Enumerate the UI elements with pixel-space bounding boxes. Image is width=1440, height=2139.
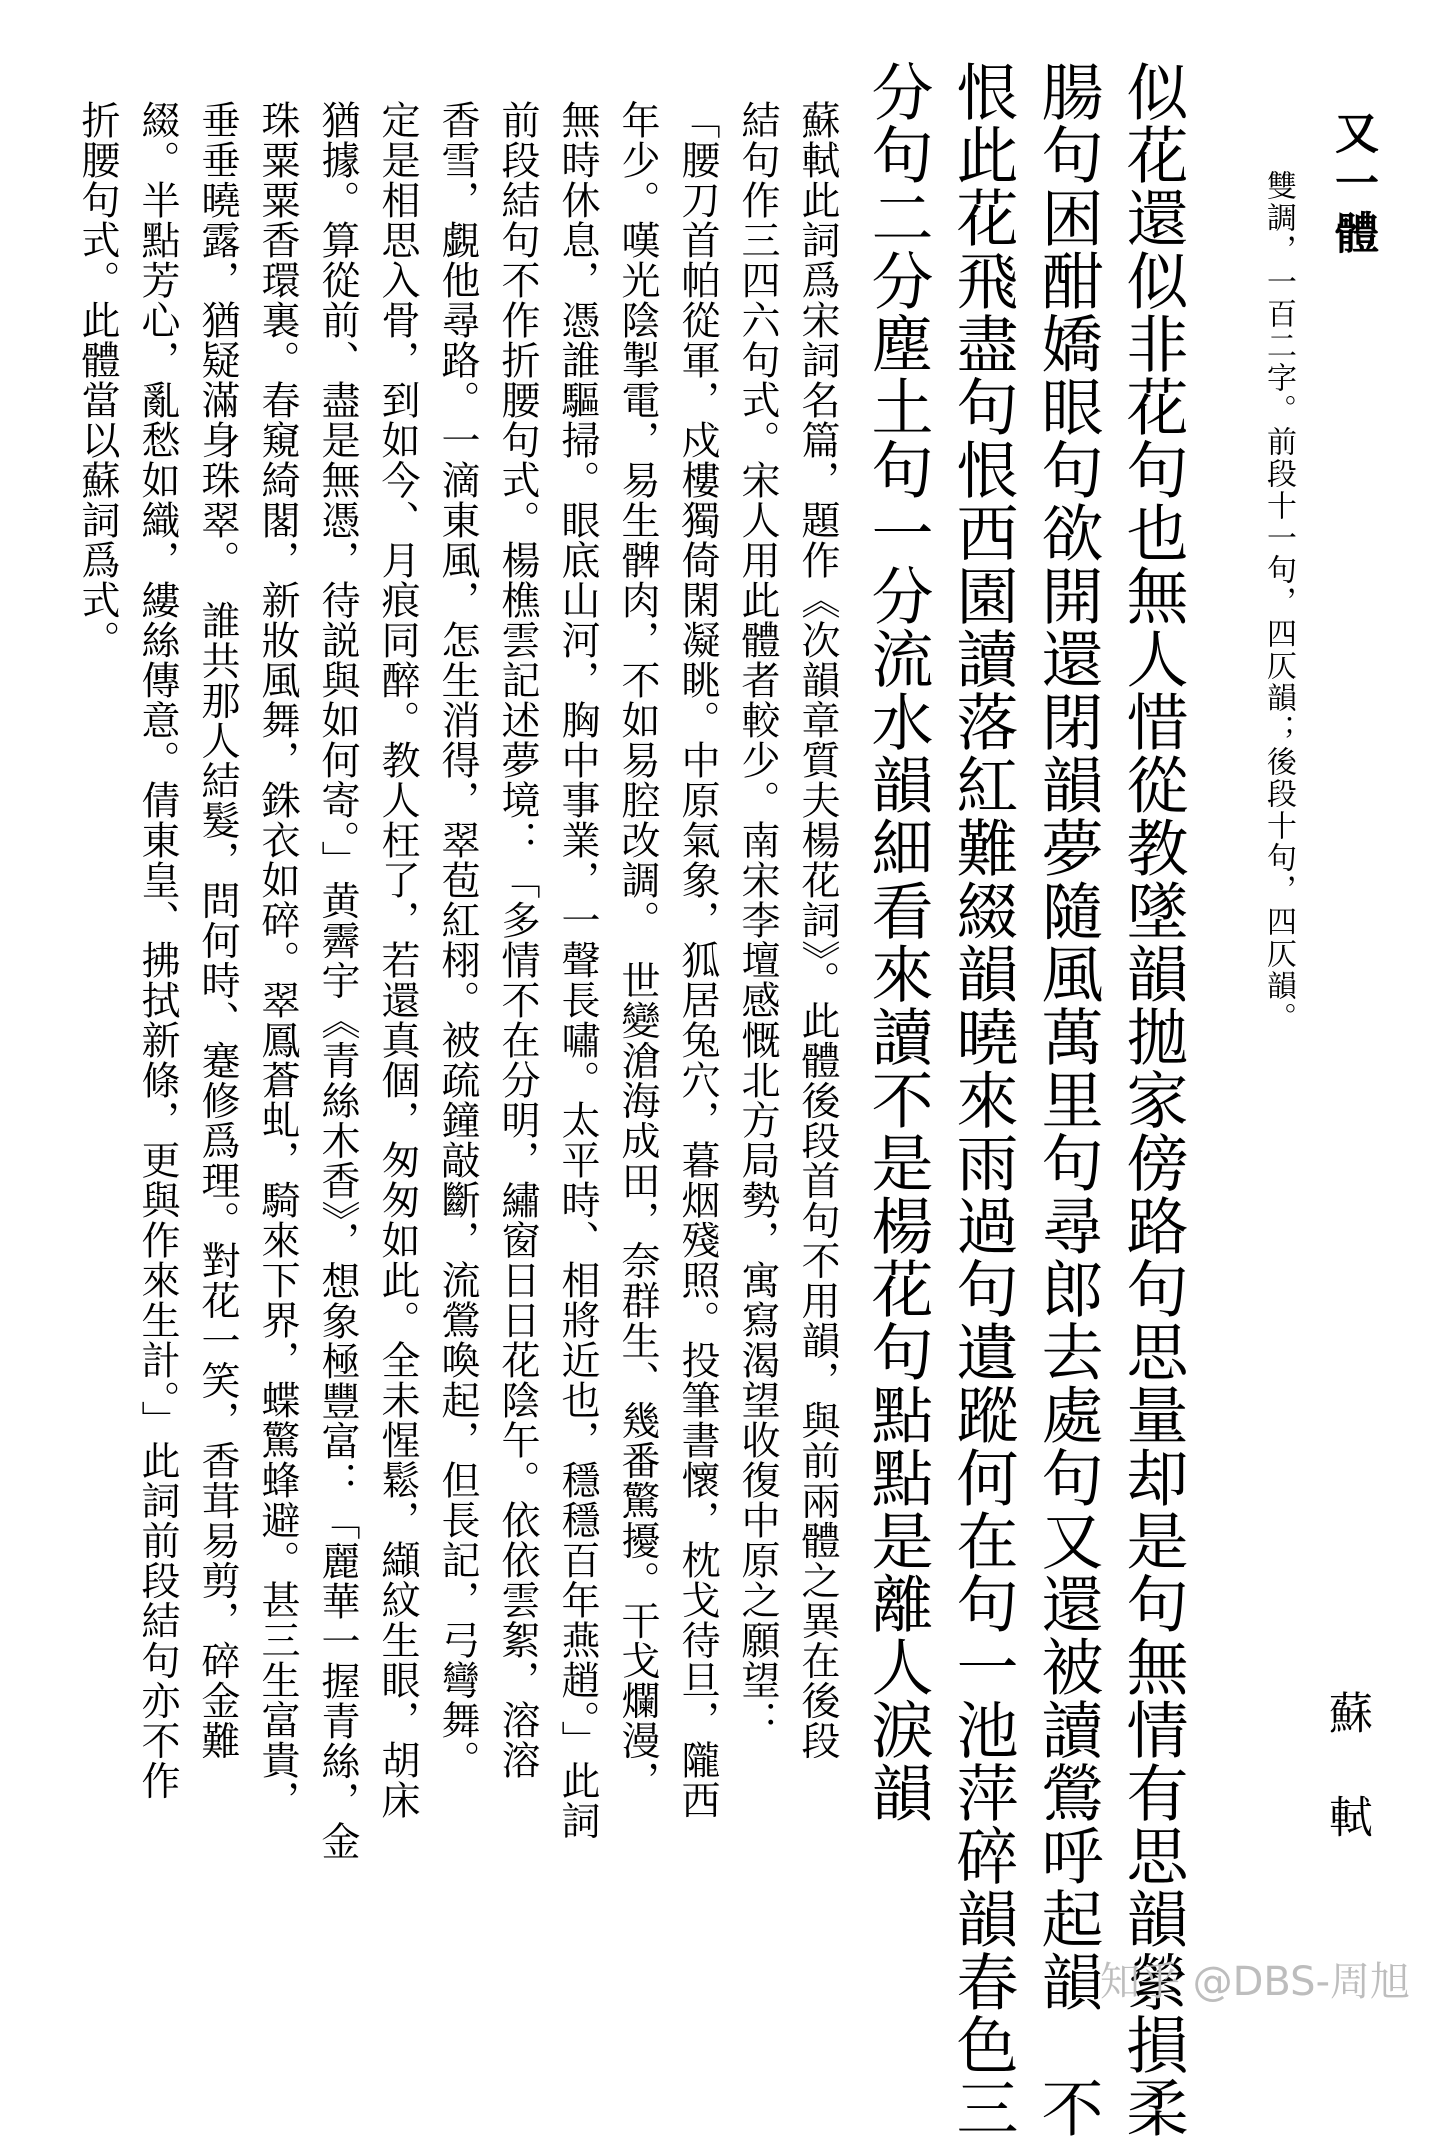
poem-line: 恨此花飛盡句恨西園讀落紅難綴韻曉來雨過句遺蹤何在句一池萍碎韻春色三 <box>946 60 1019 2139</box>
poem-line: 似花還似非花句也無人惜從教墜韻拋家傍路句思量却是句無情有思韻縈損柔 <box>1116 60 1189 2139</box>
poem-line: 腸句困酣嬌眼句欲開還閉韻夢隨風萬里句尋郎去處句又還被讀鶯呼起韻 不 <box>1031 60 1104 2139</box>
note-line: 香雪，覷他尋路。一滴東風，怎生消得，翠苞紅栩。被疏鐘敲斷，流鶯喚起，但長記，弓彎舞。 <box>435 100 480 1780</box>
note-line: 無時休息，憑誰驅掃。眼底山河，胸中事業，一聲長嘯。太平時、相將近也，穩穩百年燕趙。」此詞 <box>555 100 600 1841</box>
note-line: 年少。嘆光陰掣電，易生髀肉，不如易腔改調。 世變滄海成田，奈群生、幾番驚擾。干戈爛漫， <box>615 100 660 1801</box>
watermark: 知乎 @DBS-周旭 <box>1099 1959 1410 2005</box>
note-line: 猶據。算從前、盡是無憑，待説與如何寄。」黄霽宇《青絲木香》，想象極豐富：「麗華一握青絲，金 <box>315 100 360 1861</box>
note-line: 折腰句式。此體當以蘇詞爲式。 <box>75 100 120 660</box>
note-line: 垂垂曉露，猶疑滿身珠翠。 誰共那人結髮，問何時、蹇修爲理。對花一笑，香茸易剪，碎金難 <box>195 100 240 1761</box>
author-name: 蘇軾 <box>1321 1690 1372 1898</box>
note-line: 綴。半點芳心，亂愁如織，縷絲傳意。倩東皇、拂拭新條，更與作來生計。」此詞前段結句亦不作 <box>135 100 180 1801</box>
note-line: 結句作三四六句式。宋人用此體者較少。南宋李壇感慨北方局勢，寓寫渴望收復中原之願望： <box>735 100 780 1740</box>
meter-description: 雙調，一百二字。前段十一句，四仄韻；後段十句，四仄韻。 <box>1261 170 1296 1034</box>
note-line: 蘇軾此詞爲宋詞名篇，題作《次韻章質夫楊花詞》。此體後段首句不用韻，與前兩體之異在後段 <box>795 100 840 1761</box>
note-line: 定是相思入骨，到如今、月痕同醉。教人枉了，若還真個，匆匆如此。全未惺鬆，纈紋生眼，胡床 <box>375 100 420 1820</box>
note-line: 珠粟粟香環裏。春窺綺閣，新妝風舞，銖衣如碎。翠鳳蒼虬，騎來下界，蝶驚蜂避。甚三生富貴， <box>255 100 300 1820</box>
note-line: 前段結句不作折腰句式。楊樵雲記述夢境：「多情不在分明，繡窗日日花陰午。依依雲絮，溶溶 <box>495 100 540 1780</box>
section-heading: 又一體 <box>1327 110 1378 260</box>
note-line: 「腰刀首帕從軍，戍樓獨倚閑凝眺。中原氣象，狐居兔穴，暮烟殘照。投筆書懷，枕戈待旦，隴西 <box>675 100 720 1820</box>
poem-line: 分句二分塵土句一分流水韻細看來讀不是楊花句點點是離人淚韻 <box>861 60 934 1824</box>
